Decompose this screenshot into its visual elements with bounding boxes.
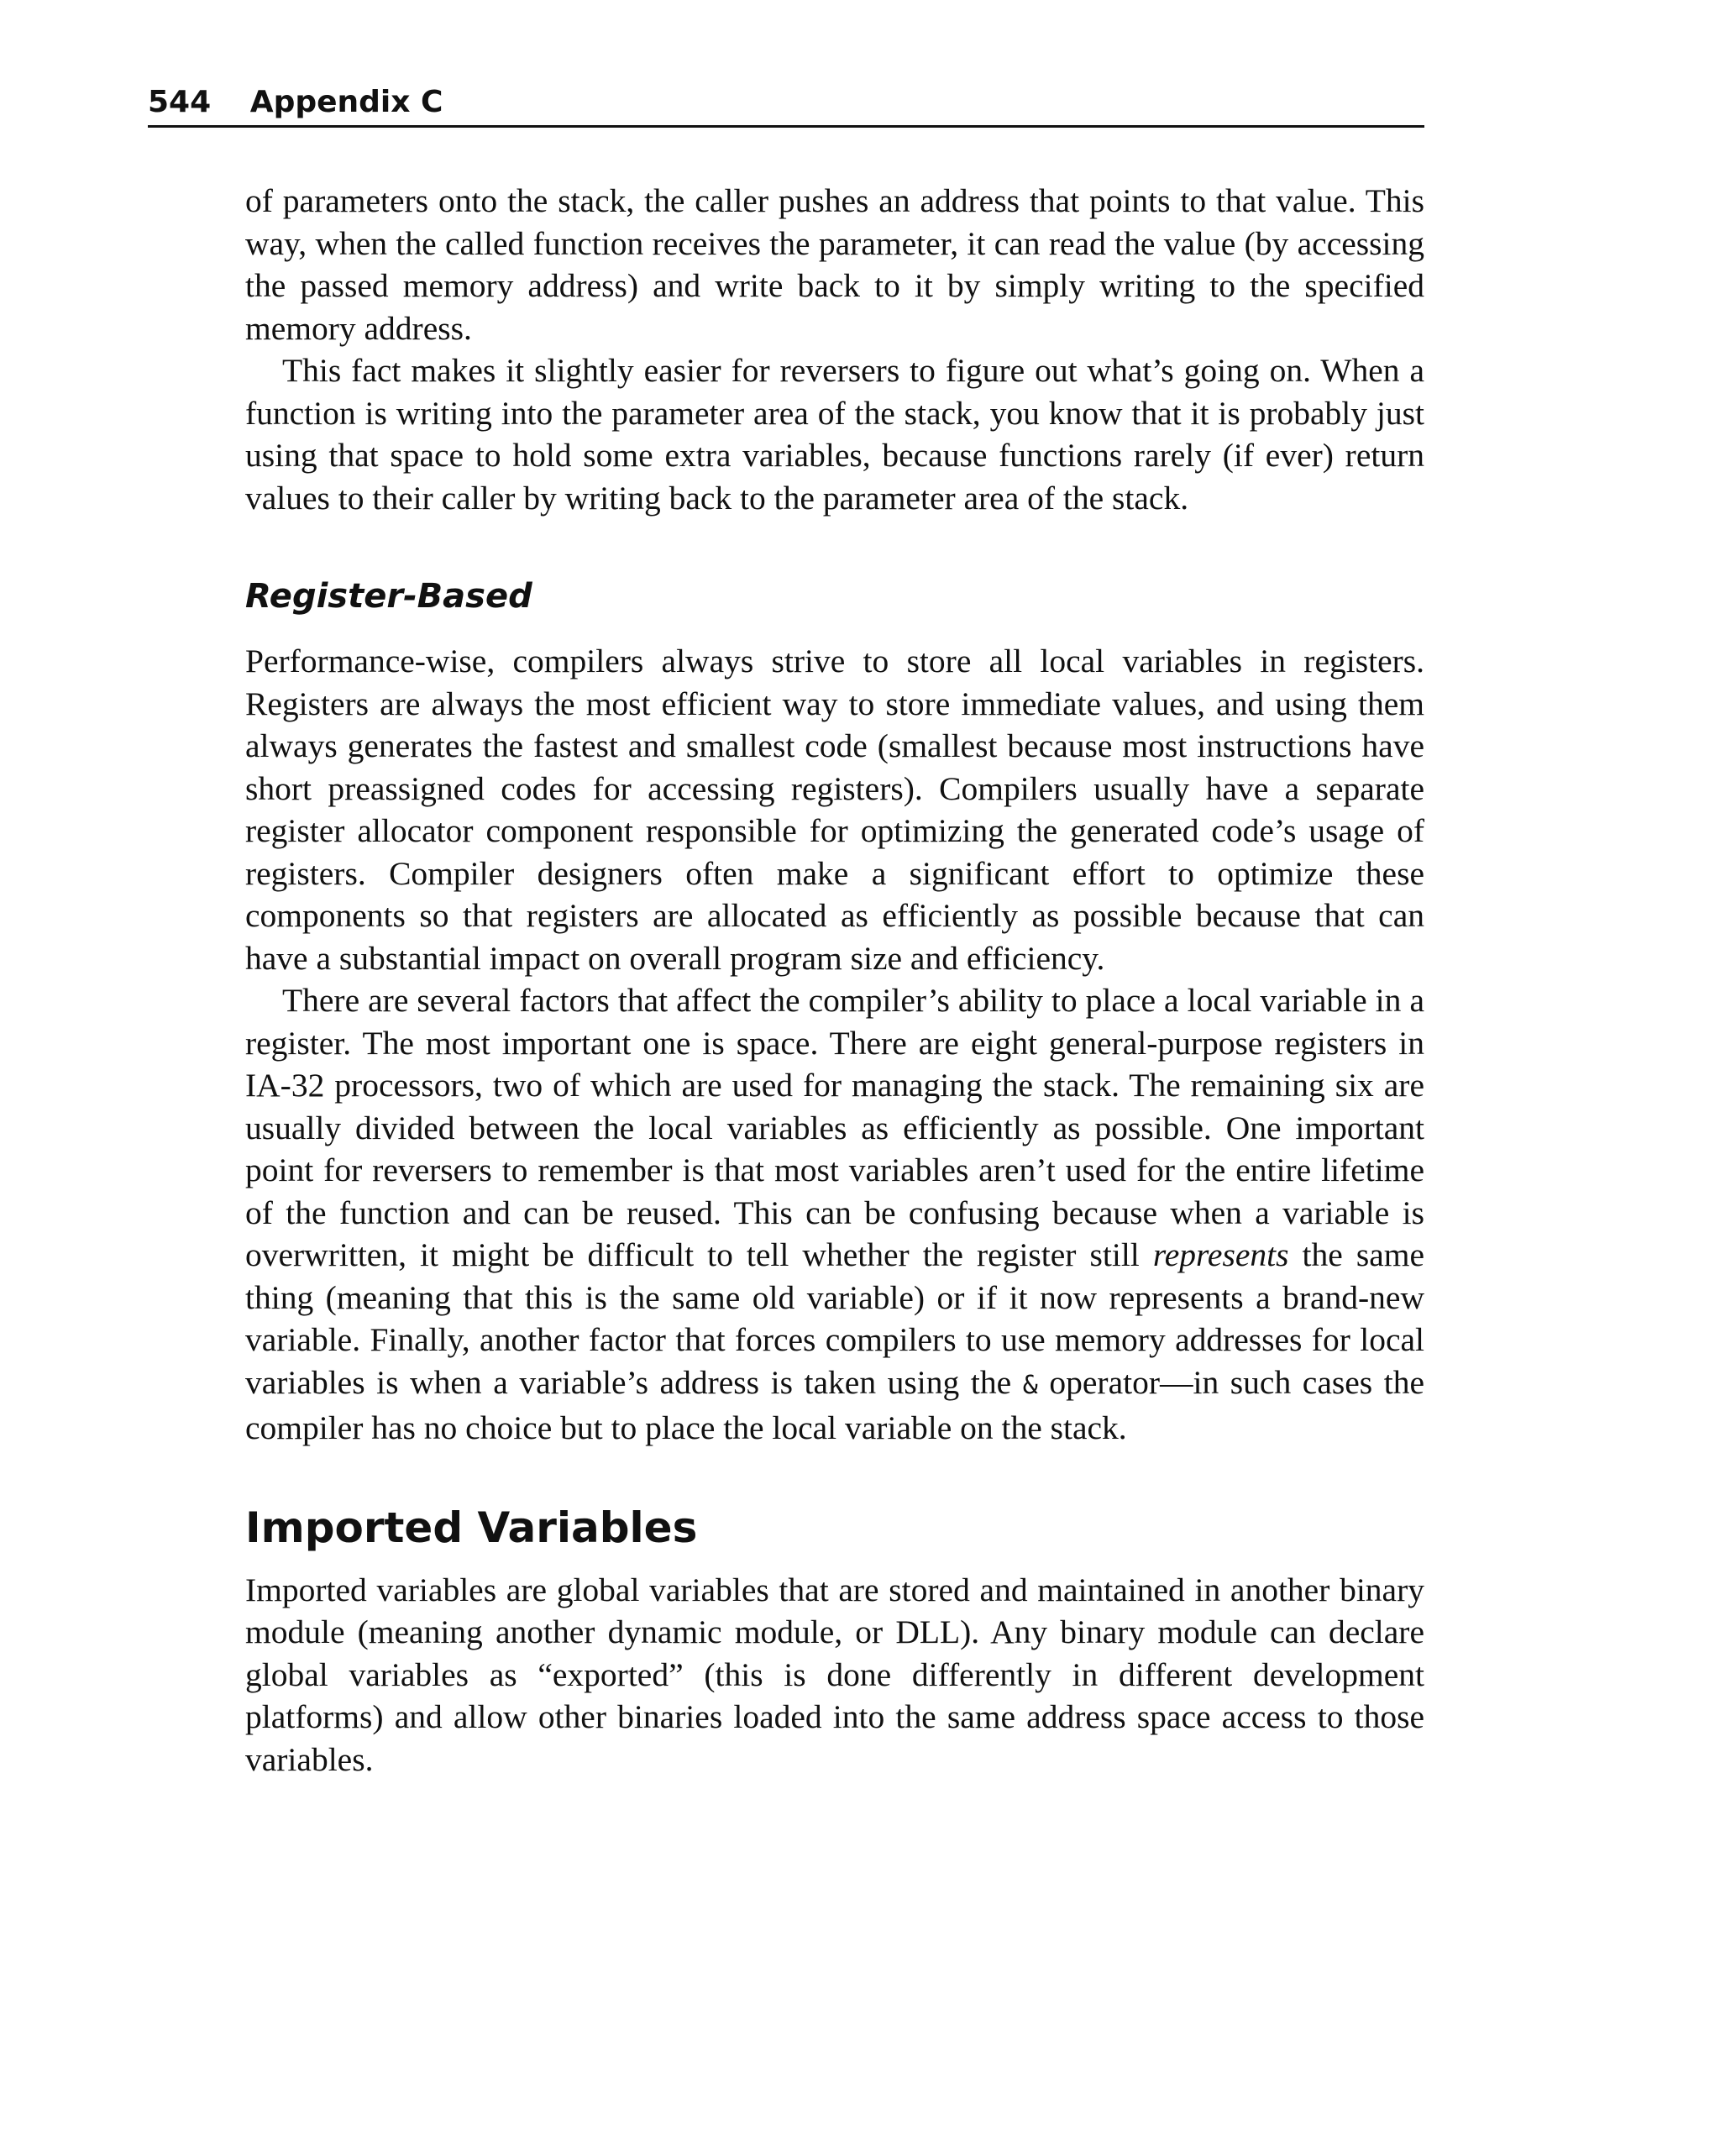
imported-variables-heading: Imported Variables bbox=[245, 1503, 698, 1552]
continued-paragraph: of parameters onto the stack, the caller pushes an address that points to that value. This way, when the called function receives the parameter, it can read the value (by accessing the passed memory address) and write back to it by simply writing to the specified memory address. bbox=[245, 182, 1424, 347]
page-number: 544 bbox=[148, 85, 212, 119]
register-performance-paragraph: Performance-wise, compilers always strive to store all local variables in registers. Registers are always the most efficient way to store immediate values, and using them always generates the fastest and smallest code (smallest because most instructions have short preassigned codes for accessing registers). Compilers usually have a separate register allocator component responsible for optimizing the generated code’s usage of registers. Compiler designers often make a significant effort to optimize these components so that registers are allocated as efficiently as possible because that can have a substantial impact on overall program size and efficiency. bbox=[245, 643, 1424, 977]
register-factors-paragraph bbox=[245, 979, 1424, 1450]
running-header bbox=[148, 77, 1424, 128]
page-body bbox=[245, 180, 1424, 1781]
ampersand-operator-code: & bbox=[1022, 1370, 1038, 1400]
register-factors-text-1: There are several factors that affect the compiler’s ability to place a local variable in a register. The most important one is space. There are eight general-purpose registers in IA-32 processors, two of which are used for managing the stack. The remaining six are usually divided between the local variables as efficiently as possible. One important point for reversers to remember is that most variables aren’t used for the entire lifetime of the function and can be reused. This can be confusing because when a variable is overwritten, it might be difficult to tell whether the register still bbox=[245, 982, 1424, 1273]
imported-variables-paragraph: Imported variables are global variables that are stored and maintained in another binary module (meaning another dynamic module, or DLL). Any binary module can declare global variables as “exported” (this is done differently in different development platforms) and allow other binaries loaded into the same address space access to those variables. bbox=[245, 1571, 1424, 1778]
register-factors-text-2: the same thing (meaning that this is the same old variable) or if it now represents a brand-new variable. Finally, another factor that forces compilers to use memory addresses for local variables is when a variable’s address is taken using the bbox=[245, 1236, 1424, 1401]
register-based-heading: Register-Based bbox=[245, 577, 532, 616]
reversers-paragraph: This fact makes it slightly easier for reversers to figure out what’s going on. When a function is writing into the parameter area of the stack, you know that it is probably just using that space to hold some extra variables, because functions rarely (if ever) return values to their caller by writing back to the parameter area of the stack. bbox=[245, 352, 1424, 517]
register-factors-text-3: operator—in such cases the compiler has no choice but to place the local variable on the stack. bbox=[245, 1363, 1425, 1446]
represents-emphasis: represents bbox=[1152, 1236, 1289, 1273]
chapter-title: Appendix C bbox=[249, 85, 443, 119]
